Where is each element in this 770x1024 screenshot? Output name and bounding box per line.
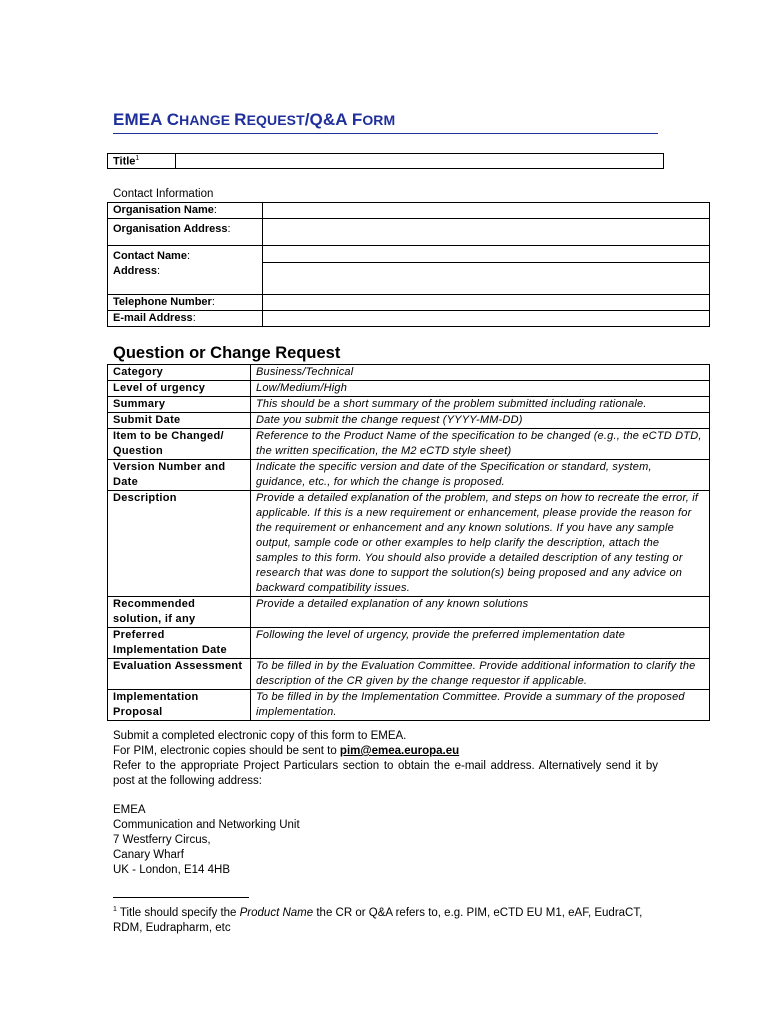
field-label: Contact Name: Address: xyxy=(108,246,263,295)
row-label: Item to be Changed/ Question xyxy=(108,429,251,460)
row-label: Category xyxy=(108,365,251,381)
table-row xyxy=(108,597,710,628)
category-field[interactable]: Business/Technical xyxy=(251,365,710,381)
table-row xyxy=(108,295,710,311)
row-label: Summary xyxy=(108,397,251,413)
email-field[interactable] xyxy=(263,311,710,327)
row-label: Submit Date xyxy=(108,413,251,429)
footnote-divider xyxy=(113,897,249,898)
submission-line-3: Refer to the appropriate Project Particulars section to obtain the e-mail address. Alternatively send it by post at the following address: xyxy=(113,760,658,787)
page-title: EMEA CHANGE REQUEST/Q&A FORM xyxy=(113,110,396,129)
table-row xyxy=(108,246,710,295)
evaluation-field[interactable]: To be filled in by the Evaluation Committee. Provide additional information to clarify the description of the CR given by the change requestor if applicable. xyxy=(251,659,710,690)
table-row xyxy=(108,397,710,413)
row-label: Preferred Implementation Date xyxy=(108,628,251,659)
row-label: Recommended solution, if any xyxy=(108,597,251,628)
field-label: Organisation Name: xyxy=(108,203,263,219)
address-line: 7 Westferry Circus, xyxy=(113,834,211,846)
implementation-date-field[interactable]: Following the level of urgency, provide the preferred implementation date xyxy=(251,628,710,659)
address-line: Canary Wharf xyxy=(113,849,184,861)
address-line: UK - London, E14 4HB xyxy=(113,864,230,876)
field-label: E-mail Address: xyxy=(108,311,263,327)
table-row xyxy=(108,659,710,690)
table-row xyxy=(108,413,710,429)
row-label: Evaluation Assessment xyxy=(108,659,251,690)
table-row xyxy=(108,429,710,460)
field-label: Organisation Address: xyxy=(108,219,263,246)
table-row xyxy=(108,381,710,397)
table-row xyxy=(108,219,710,246)
submit-date-field[interactable]: Date you submit the change request (YYYY-MM-DD) xyxy=(251,413,710,429)
table-row xyxy=(108,628,710,659)
table-row xyxy=(108,690,710,721)
description-field[interactable]: Provide a detailed explanation of the problem, and steps on how to recreate the error, if applicable. If this is a new requirement or enhancement, please provide the reason for the requirement or enhancement and any known solutions. If you have any sample output, sample code or other examples to help clarify the description, attach the samples to this form. You should also provide a detailed description of any testing or research that was done to support the solution(s) being proposed and any advice on backward compatibility issues. xyxy=(251,491,710,597)
address-line: Communication and Networking Unit xyxy=(113,819,300,831)
contact-caption: Contact Information xyxy=(113,188,214,200)
pim-email-link[interactable]: pim@emea.europa.eu xyxy=(339,745,460,757)
table-row xyxy=(108,491,710,597)
field-label: Telephone Number: xyxy=(108,295,263,311)
urgency-field[interactable]: Low/Medium/High xyxy=(251,381,710,397)
row-label: Level of urgency xyxy=(108,381,251,397)
title-field[interactable] xyxy=(107,153,664,169)
table-row xyxy=(108,203,710,219)
summary-field[interactable]: This should be a short summary of the problem submitted including rationale. xyxy=(251,397,710,413)
submission-line-1: Submit a completed electronic copy of this form to EMEA. xyxy=(113,730,407,742)
row-label: Description xyxy=(108,491,251,597)
section-heading: Question or Change Request xyxy=(113,344,341,362)
address-line: EMEA xyxy=(113,804,146,816)
request-table xyxy=(107,364,710,721)
version-field[interactable]: Indicate the specific version and date of the Specification or standard, system, guidance, etc., for which the change is proposed. xyxy=(251,460,710,491)
item-changed-field[interactable]: Reference to the Product Name of the specification to be changed (e.g., the eCTD DTD, the written specification, the M2 eCTD style sheet) xyxy=(251,429,710,460)
recommended-solution-field[interactable]: Provide a detailed explanation of any known solutions xyxy=(251,597,710,628)
submission-line-2: For PIM, electronic copies should be sent to pim@emea.europa.eu xyxy=(113,745,460,757)
telephone-field[interactable] xyxy=(263,295,710,311)
contact-table xyxy=(107,202,710,327)
title-underline xyxy=(113,133,658,134)
table-row xyxy=(108,365,710,381)
implementation-proposal-field[interactable]: To be filled in by the Implementation Committee. Provide a summary of the proposed implementation. xyxy=(251,690,710,721)
title-field-label: Title$^1$ xyxy=(108,154,176,168)
address-block xyxy=(113,803,300,878)
footnote: $^1$ Title should specify the Product Name the CR or Q&A refers to, e.g. PIM, eCTD EU M1, eAF, EudraCT, RDM, Eudrapharm, etc xyxy=(113,906,643,934)
row-label: Implementation Proposal xyxy=(108,690,251,721)
organisation-address-field[interactable] xyxy=(263,219,710,246)
table-row xyxy=(108,460,710,491)
table-row xyxy=(108,311,710,327)
contact-name-address-field[interactable] xyxy=(263,246,710,295)
organisation-name-field[interactable] xyxy=(263,203,710,219)
row-label: Version Number and Date xyxy=(108,460,251,491)
